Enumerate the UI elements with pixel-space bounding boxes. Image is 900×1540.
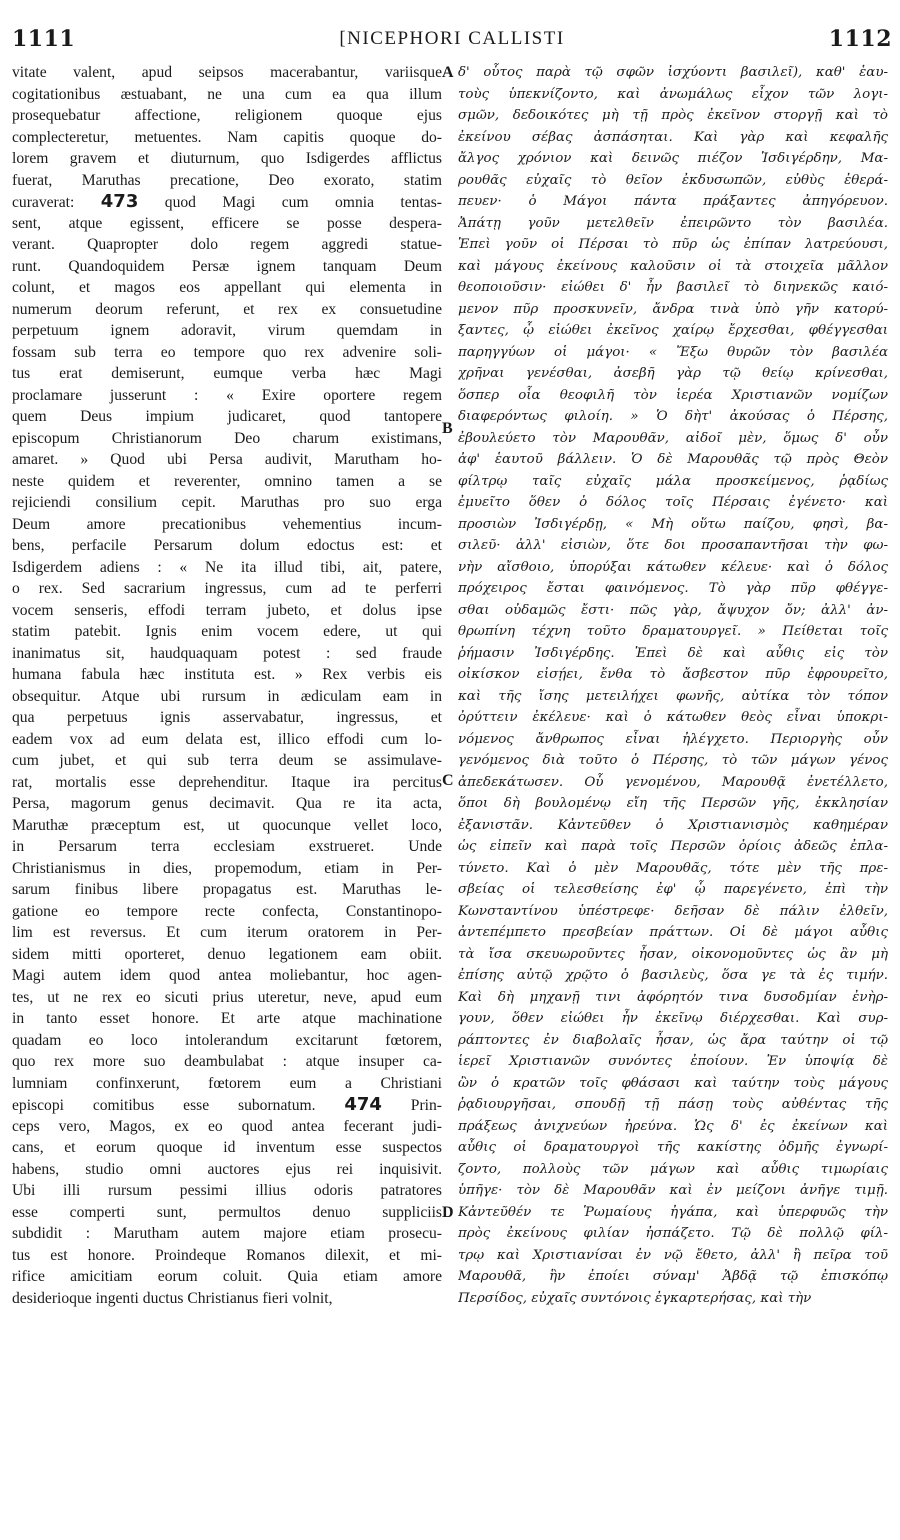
text-line: prosequebatur affectione, religionem quoque ejus — [12, 107, 442, 124]
text-line: καὶ μάγους ἐκείνους καλοῦσιν οἱ τὰ στοιχεῖα μᾶλλον — [458, 258, 888, 274]
text-line: νόμενος ἄνθρωπος εἶναι ἠλέγχετο. Περιοργὴς οὖν — [458, 731, 888, 747]
text-line: sent, atque egissent, efficere se posse despera- — [12, 214, 442, 232]
text-line: Isdigerdem adiens : « Ne ita illud tibi, ait, patere, — [12, 558, 442, 576]
text-line: vitate valent, apud seipsos macerabantur, variisque — [12, 64, 442, 81]
text-line: Ἀπάτῃ γοῦν μετελθεῖν ἐπειρῶντο τὸν βασιλέα. — [458, 215, 888, 231]
text-line: in Persarum terra ecclesiam exstrueret. Unde — [12, 838, 442, 855]
text-line: μενον πῦρ προσκυνεῖν, ἄνδρα τινὰ ὑπὸ γῆν κατορύ- — [458, 301, 888, 317]
text-line: Maruthæ præceptum est, ut quocunque vellet loco, — [12, 816, 442, 834]
text-line: Περσίδος, εὐχαῖς συντόνοις ἐγκαρτερήσας, καὶ τὴν — [458, 1290, 812, 1306]
text-line: vocem senseris, effodi terram jubeto, et dolus ipse — [12, 601, 442, 619]
text-line: ἐβουλεύετο τὸν Μαρουθᾶν, αἰδοῖ μὲν, ὅμως δ' οὖν — [458, 430, 888, 446]
text-segment: Prin- — [381, 1097, 442, 1114]
text-line: verant. Quapropter dolo regem aggredi statue- — [12, 236, 442, 253]
text-line: ὅσπερ οἷα θεοφιλῆ τὸν ἱερέα Χριστιανῶν νομίζων — [458, 387, 888, 403]
text-line: desiderioque ingenti ductus Christianus fieri volnit, — [12, 1289, 333, 1307]
page-header — [12, 26, 892, 56]
text-line: τρῳ καὶ Χριστιανίσαι ἐν νῷ ἔθετο, ἀλλ' ἢ πεῖρα τοῦ — [458, 1247, 888, 1263]
text-line: ράπτοντες ἐν διαβολαῖς ἦσαν, ὡς ἄρα ταύτην οἱ τῷ — [458, 1032, 888, 1048]
text-line: rejiciendi consilium cepit. Maruthas pro suo erga — [12, 494, 442, 511]
text-line: ὅποι δὴ βουλομένῳ εἴη τῆς Περσῶν γῆς, ἐκκλησίαν — [458, 796, 888, 811]
text-line: rifice amicitiam eorum coluit. Quia etiam amore — [12, 1268, 442, 1285]
text-line: σιλεῦ· ἀλλ' εἰσιὼν, ὅτε δοι προσαπαντῆσαι τὴν φω- — [458, 538, 888, 553]
text-line: γουν, ὅθεν εἰώθει ἦν ἐκεῖνῳ διέρχεσθαι. Καὶ συρ- — [458, 1011, 888, 1026]
text-line: πρόχειρος ἔσται φαινόμενος. Τὸ γὰρ πῦρ φθέγγε- — [458, 581, 888, 596]
text-line: ἐκείνου σέβας ἀσπάσηται. Καὶ γὰρ καὶ κεφαλῆς — [458, 129, 888, 145]
text-line: διαφερόντως φιλοίη. » Ὁ δὴτ' ἀκούσας ὁ Πέρσης, — [458, 409, 888, 424]
text-line: ceps vero, Magos, ex eo quod antea fecerant judi- — [12, 1117, 442, 1135]
text-line: ὡς εἰπεῖν καὶ παρὰ τοῖς Περσῶν ὁρίοις ἀδεῶς ἐπλα- — [458, 839, 888, 854]
text-line: amaret. » Quod ubi Persa audivit, Marutham ho- — [12, 451, 442, 468]
text-line: ἱερεῖ Χριστιανῶν συνόντες ἐποίουν. Ἐν ὑποψίᾳ δὲ — [458, 1054, 888, 1069]
text-line: lumniam confinxerunt, fœtorem eum a Christiani — [12, 1074, 442, 1092]
text-line: sidem mitti oporteret, denuo legationem eam obiit. — [12, 945, 442, 963]
text-line: ἀντεπέμπετο πρεσβείαν πράττων. Οἱ δὲ μάγοι αὖθις — [458, 925, 888, 940]
text-line: cans, et eorum quoque id inventum esse suspectos — [12, 1139, 442, 1156]
text-line: Κἀντεῦθέν τε Ῥωμαίους ἠγάπα, καὶ ὑπερφυῶς τὴν — [458, 1204, 888, 1220]
text-line: σμῶν, δεδοικότες μὴ τῇ πρὸς ἐκεῖνον στοργῇ καὶ τὸ — [458, 108, 888, 123]
text-line: ὢν ὁ κρατῶν τοῖς φθάσασι καὶ ταύτην τοὺς μάγους — [458, 1075, 888, 1091]
text-line: rat, mortalis esse deprehenditur. Itaque ira percitus — [12, 773, 442, 791]
text-line: Deum amore precationibus vehementius incum- — [12, 515, 442, 533]
text-line: cum jubet, et qui sub terra deum se assimulave- — [12, 752, 442, 769]
text-line: ἀπεδεκάτωσεν. Οὗ γενομένου, Μαρουθᾷ ἐνετέλλετο, — [458, 774, 888, 790]
text-line: Ubi illi rursum pessimi illius odoris patratores — [12, 1182, 442, 1199]
text-line: in tanto esset honore. Et arte atque machinatione — [12, 1010, 442, 1027]
text-line: o rex. Sed sacrarium ingressus, cum ad te perferri — [12, 580, 442, 597]
greek-column — [458, 62, 888, 1527]
text-line: γενόμενος διὰ τοῦτο ὁ Πέρσης, τὸ τῶν μάγων γένος — [458, 753, 888, 768]
text-line: quo rex more suo deambulabat : atque insuper ca- — [12, 1053, 442, 1070]
text-line: colunt, et magos eos appellant qui elementa in — [12, 279, 442, 296]
text-line: subdidit : Marutham autem majore etiam prosecu- — [12, 1225, 442, 1242]
text-line: παρηγγύων οἱ μάγοι· « Ἔξω θυρῶν τὸν βασιλέα — [458, 344, 888, 360]
text-line: χρῆναι γενέσθαι, ἀσεβῆ γὰρ τῷ θείῳ κρίνεσθαι, — [458, 366, 888, 381]
text-line: προσιὼν Ἰσδιγέρδῃ, « Μὴ οὕτω παίζου, φησὶ, βα- — [458, 516, 888, 532]
text-segment: episcopi comitibus esse subornatum. — [12, 1097, 345, 1114]
text-line: humana fabula hæc instituta est. » Rex verbis eis — [12, 666, 442, 683]
text-line: lim est reversus. Et cum iterum oratorem in Per- — [12, 924, 442, 941]
section-marker-b: B — [442, 420, 453, 437]
text-line: neste quidem et reverenter, omnino tamen a se — [12, 472, 442, 490]
text-line: θρωπίνη τέχνη τοῦτο δραματουργεῖ. » Πείθεται τοῖς — [458, 624, 888, 639]
text-line: σβείας οἱ τελεσθείσης ἐφ' ᾧ παρεγένετο, ἐπὶ τὴν — [458, 882, 888, 897]
text-line: tes, ut ne rex eo sicuti prius uteretur, neve, apud eum — [12, 988, 442, 1006]
text-line: perpetuum ignem adoravit, virum quemdam in — [12, 322, 442, 339]
marginal-page-number: 474 — [344, 1094, 382, 1115]
text-line: fuerat, Maruthas precatione, Deo exorato, statim — [12, 171, 442, 189]
text-line — [12, 1094, 442, 1116]
text-line: ἐμυεῖτο ὅθεν ὁ δόλος τοῖς Πέρσαις ἐγένετο· καὶ — [458, 495, 888, 510]
text-line: σθαι οὐδαμῶς ἔστι· πῶς γὰρ, ἄψυχον ὄν; ἀλλ' ἀν- — [458, 602, 888, 618]
text-line: obsequitur. Atque ubi rursum in ædiculam eam in — [12, 687, 442, 705]
text-line: Κωνσταντίνου ὑπέστρεφε· δεῆσαν δὲ πάλιν ἐλθεῖν, — [458, 903, 888, 919]
left-page-number: 1111 — [12, 26, 76, 52]
text-line: sarum finibus libere propagatus est. Maruthas le- — [12, 881, 442, 898]
text-line: τοὺς ὑπεκνίζοντο, καὶ ἀνωμάλως εἶχον τῶν λογι- — [458, 86, 888, 102]
text-line — [12, 191, 442, 213]
text-line: ὑπῆγε· τὸν δὲ Μαρουθᾶν καὶ ἐν μείζονι ἀνῆγε τιμῇ. — [458, 1183, 888, 1198]
text-line: Persa, magorum genus decimavit. Qua re ita acta, — [12, 795, 442, 812]
text-line: δ' οὗτος παρὰ τῷ σφῶν ἰσχύοντι βασιλεῖ), καθ' ἑαυ- — [458, 65, 888, 80]
text-line: ρουθᾶς εὐχαῖς τὸ θεῖον ἐκδυσωπῶν, εὐθὺς ἐθερά- — [458, 172, 888, 188]
text-line: Καὶ δὴ μηχανῇ τινι ἀφόρητόν τινα δυσοδμίαν ἐνὴρ- — [458, 989, 888, 1005]
text-line: πευεν· ὁ Μάγοι πάντα πράξαντες ἀπηγόρευον. — [458, 194, 888, 209]
text-line: ἐπίσης αὐτῷ χρῷτο ὁ βασιλεὺς, ὅσα γε τὰ ἐς τιμήν. — [458, 968, 888, 983]
text-line: ῥᾳδιουργῆσαι, σπουδῇ τῇ πάσῃ τοὺς αὐθέντας τῆς — [458, 1097, 888, 1112]
text-line: quem Deus impium judicaret, quod tantopere — [12, 408, 442, 425]
text-line: tus est honore. Proindeque Romanos dilexit, et mi- — [12, 1246, 442, 1264]
text-line: proclamare jusserunt : « Exire oportere regem — [12, 386, 442, 404]
text-line: καὶ τῆς ἴσης μετειλήχει φωνῆς, αὐτίκα τὸν τόπον — [458, 688, 888, 704]
latin-column — [12, 62, 442, 1527]
text-line: cogitationibus æstuabant, ne una cum ea qua illum — [12, 85, 442, 103]
text-line: qua perpetuus ignis asservabatur, ingressus, et — [12, 709, 442, 726]
right-page-number: 1112 — [828, 26, 892, 52]
text-line: statim patebit. Ignis enim vocem edere, ut qui — [12, 623, 442, 640]
text-line: θεοποιοῦσιν· εἰώθει δ' ἦν βασιλεῖ τὸ διηνεκῶς καιό- — [458, 280, 888, 295]
text-line: Magi autem idem quod antea moliebantur, hoc agen- — [12, 967, 442, 984]
text-line: Μαρουθᾶ, ἣν ἐποίει σύναμ' Ἀβδᾷ τῷ ἐπισκόπῳ — [458, 1269, 888, 1284]
section-marker-a: A — [442, 64, 454, 81]
text-line: tus erat demiserunt, eumque verba hæc Magi — [12, 365, 442, 382]
text-line: fossam sub terra eo tempore quo rex advenire soli- — [12, 343, 442, 361]
text-line: habens, studio omni auctores ejus rei inquisivit. — [12, 1160, 442, 1178]
text-line: αὖθις οἱ δραματουργοὶ τῆς κακίστης ὀδμῆς ἐγνωρί- — [458, 1140, 888, 1155]
text-line: numerum deorum referunt, et rex ex consuetudine — [12, 300, 442, 318]
text-line: quadam eo loco intolerandum excitarunt fœtorem, — [12, 1031, 442, 1049]
section-marker-d: D — [442, 1204, 454, 1221]
text-line: ἀφ' ἑαυτοῦ βάλλειν. Ὁ δὲ Μαρουθᾶς τῷ πρὸς Θεὸν — [458, 452, 888, 467]
text-line: ὀρύττειν ἐκέλευε· καὶ ὁ κάτωθεν θεὸς εἶναι ὑποκρι- — [458, 710, 888, 725]
text-line: episcopum Christianorum Deo charum existimans, — [12, 429, 442, 447]
text-line: ἐξανιστᾶν. Κἀντεῦθεν ὁ Χριστιανισμὸς καθημέραν — [458, 817, 888, 833]
text-line: νὴν αἴσθοιο, ὑπορύξαι κάτωθεν κέλευε· καὶ ὁ δόλος — [458, 559, 888, 575]
text-line: runt. Quandoquidem Persæ ignem tanquam Deum — [12, 257, 442, 275]
text-line: complecteretur, metuentes. Nam capitis quoque do- — [12, 128, 442, 146]
text-line: eadem vox ad eum delata est, illico effodi cum lo- — [12, 730, 442, 748]
text-line: bens, perfacile Persarum dolum edoctus est: et — [12, 537, 442, 554]
text-line: inanimatus sit, haudquaquam potest : sed fraude — [12, 644, 442, 662]
text-segment: quod Magi cum omnia tentas- — [138, 194, 442, 211]
text-segment: curaverat: — [12, 194, 101, 211]
text-line: ῥήμασιν Ἰσδιγέρδης. Ἐπεὶ δὲ καὶ αὖθις εἰς τὸν — [458, 645, 888, 661]
text-line: πρὸς ἐκείνους φιλίαν ἠσπάζετο. Τῷ δὲ πολλῷ φίλ- — [458, 1226, 888, 1241]
text-line: τὰ ἴσα σκευωροῦντες ἦσαν, οἰκονομοῦντες ὡς ἂν μὴ — [458, 946, 888, 962]
text-line: gatione eo tempore recte confecta, Constantinopo- — [12, 902, 442, 920]
section-marker-c: C — [442, 772, 454, 789]
text-line: Christianismus in dies, propemodum, etiam in Per- — [12, 859, 442, 877]
text-line: ξαντες, ᾧ εἰώθει ἐκεῖνος χαίρῳ ἔρχεσθαι, φθέγγεσθαι — [458, 323, 888, 338]
marginal-page-number: 473 — [100, 191, 139, 212]
running-title: [NICEPHORI CALLISTI — [339, 28, 565, 49]
text-line: ἄλγος χρόνιον καὶ δεινῶς πιέζον Ἰσδιγέρδην, Μα- — [458, 151, 888, 166]
text-line: esse comperti sunt, permultos denuo suppliciis — [12, 1203, 442, 1221]
text-line: lorem gravem et diuturnum, quo Isdigerdes afflictus — [12, 150, 442, 167]
text-line: τύνετο. Καὶ ὁ μὲν Μαρουθᾶς, τότε μὲν τῆς πρε- — [458, 860, 888, 876]
text-line: πράξεως ἀνιχνεύων ἠρεύνα. Ὡς δ' ἐς ἐκείνων καὶ — [458, 1118, 888, 1134]
text-line: Ἐπεὶ γοῦν οἱ Πέρσαι τὸ πῦρ ὡς ἐπίπαν λατρεύουσι, — [458, 237, 888, 252]
text-line: φίλτρῳ ταῖς εὐχαῖς μάλα προσκείμενος, ῥᾳδίως — [458, 473, 888, 489]
text-line: οἰκίσκον εἰσῄει, ἔνθα τὸ ἄσβεστον πῦρ ἐφρουρεῖτο, — [458, 667, 888, 682]
text-line: ζοντο, πολλοὺς τῶν μάγων καὶ αὖθις τιμωρίαις — [458, 1161, 888, 1177]
